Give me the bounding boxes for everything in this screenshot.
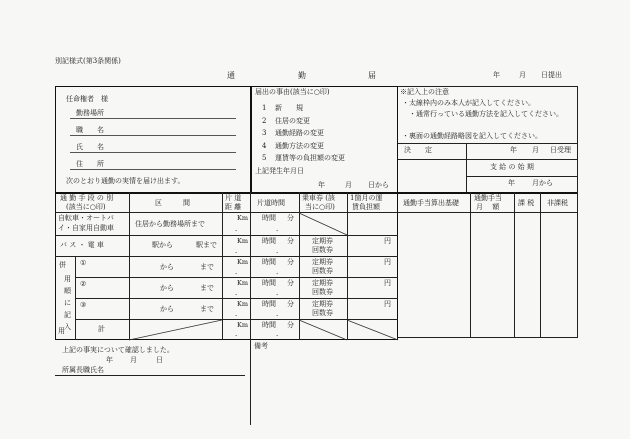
- decimal-dot: .: [276, 310, 279, 318]
- unit-hour: 時間: [262, 321, 276, 329]
- occurrence-from: 日から: [368, 181, 389, 189]
- ticket-commuter: 定期券: [312, 300, 333, 308]
- header-method-note: (該当に○印): [66, 203, 106, 211]
- combo-from: から: [160, 263, 174, 271]
- combo-label-6: 入: [64, 323, 71, 331]
- decimal-dot: .: [235, 225, 238, 233]
- header-ticket: 乗車券 (該: [302, 194, 335, 202]
- reason-item-3: 通勤経路の変更: [275, 129, 324, 137]
- header-allowance: 通勤手当: [474, 194, 502, 202]
- reason-item-5-no: 5: [262, 154, 267, 162]
- combo-label-3: 順: [64, 287, 71, 295]
- ticket-commuter: 定期券: [312, 279, 333, 287]
- ticket-commuter: 定期券: [312, 237, 333, 245]
- reason-item-3-no: 3: [262, 129, 267, 137]
- unit-km: Km: [237, 300, 249, 308]
- unit-min: 分: [287, 321, 294, 329]
- received-day: 日受理: [550, 146, 571, 154]
- header-basis: 通勤手当算出基礎: [403, 199, 459, 207]
- unit-yen: 円: [384, 300, 391, 308]
- unit-min: 分: [287, 214, 294, 222]
- decimal-dot: .: [276, 289, 279, 297]
- reason-item-5: 運賃等の負担額の変更: [275, 154, 345, 162]
- reason-item-2-no: 2: [262, 117, 267, 125]
- confirm-text: 上記の事実について確認しました。: [62, 346, 174, 354]
- unit-min: 分: [287, 237, 294, 245]
- reason-item-1: 新 規: [275, 104, 303, 112]
- reason-title: 届出の事由(該当に○印): [255, 88, 330, 96]
- confirm-month: 月: [130, 356, 137, 364]
- unit-yen: 円: [384, 279, 391, 287]
- combo-to: まで: [200, 284, 214, 292]
- unit-min: 分: [287, 300, 294, 308]
- decimal-dot: .: [235, 330, 238, 338]
- unit-km: Km: [237, 214, 249, 222]
- field-address: 住 所: [76, 160, 104, 168]
- decimal-dot: .: [235, 289, 238, 297]
- start-year: 年: [508, 179, 515, 187]
- unit-min: 分: [287, 279, 294, 287]
- header-method: 通 勤 手 段 の 別: [60, 194, 114, 202]
- occurrence-month: 月: [345, 181, 352, 189]
- title-char-2: 勤: [298, 71, 306, 80]
- combo-from: から: [160, 284, 174, 292]
- unit-km: Km: [237, 279, 249, 287]
- unit-hour: 時間: [262, 237, 276, 245]
- notes-line-3: ・裏面の通勤経路略図を記入してください。: [402, 132, 542, 140]
- official-name-label: 所属長職氏名: [62, 366, 104, 374]
- total-label: 計: [98, 325, 105, 333]
- received-month: 月: [532, 146, 539, 154]
- bus-to: 駅まで: [196, 241, 217, 249]
- combo-to: まで: [200, 263, 214, 271]
- submit-month: 月: [519, 71, 526, 79]
- reason-item-1-no: 1: [262, 104, 267, 112]
- unit-hour: 時間: [262, 258, 276, 266]
- header-monthly-2: 賃負担額: [352, 203, 380, 211]
- remarks-label: 備考: [254, 342, 268, 350]
- decimal-dot: .: [276, 268, 279, 276]
- unit-min: 分: [287, 258, 294, 266]
- ticket-coupon: 回数券: [312, 288, 333, 296]
- ticket-coupon: 回数券: [312, 309, 333, 317]
- unit-hour: 時間: [262, 214, 276, 222]
- declaration-text: 次のとおり通勤の実情を届け出ます。: [66, 177, 185, 185]
- decimal-dot: .: [276, 225, 279, 233]
- field-workplace: 勤務場所: [76, 109, 104, 117]
- unit-yen: 円: [384, 258, 391, 266]
- field-name: 氏 名: [76, 143, 104, 151]
- header-time: 片道時間: [257, 199, 285, 207]
- unit-yen: 円: [384, 237, 391, 245]
- reason-item-2: 住居の変更: [275, 117, 310, 125]
- combo-item-2: ②: [80, 280, 87, 288]
- submit-year: 年: [493, 71, 500, 79]
- header-allowance-2: 月 額: [476, 203, 500, 211]
- header-monthly: 1箇月の運: [350, 194, 383, 202]
- combo-to: まで: [200, 305, 214, 313]
- form-reference: 別記様式(第3条関係): [55, 57, 121, 65]
- notes-line-1: ・太線枠内のみ本人が記入してください。: [402, 99, 535, 107]
- title-char-3: 届: [368, 71, 376, 80]
- appointer-label: 任命権者 様: [66, 95, 108, 103]
- decimal-dot: .: [235, 310, 238, 318]
- decimal-dot: .: [276, 330, 279, 338]
- field-position: 職 名: [76, 126, 104, 134]
- title-char-1: 通: [227, 71, 235, 80]
- unit-hour: 時間: [262, 279, 276, 287]
- section-bike: 住居から勤務場所まで: [135, 220, 205, 228]
- confirm-year: 年: [106, 356, 113, 364]
- header-nontaxable: 非課税: [547, 199, 568, 207]
- notes-title: ※記入上の注意: [400, 88, 449, 96]
- decimal-dot: .: [235, 268, 238, 276]
- header-taxable: 課 税: [518, 199, 535, 207]
- unit-km: Km: [237, 258, 249, 266]
- method-bus: バ ス ・ 電 車: [60, 241, 104, 249]
- decision-label: 決 定: [404, 146, 432, 154]
- header-section: 区 間: [155, 199, 190, 207]
- received-year: 年: [510, 146, 517, 154]
- combo-label-1: 併: [59, 261, 66, 269]
- unit-km: Km: [237, 237, 249, 245]
- combo-label-2: 用: [64, 275, 71, 283]
- header-ticket-2: 当に○印): [305, 203, 335, 211]
- ticket-commuter: 定期券: [312, 258, 333, 266]
- combo-item-3: ③: [80, 301, 87, 309]
- start-month: 月から: [532, 179, 553, 187]
- header-distance: 片 道: [225, 194, 242, 202]
- combo-item-1: ①: [80, 259, 87, 267]
- occurrence-year: 年: [318, 181, 325, 189]
- combo-label-4: に: [64, 299, 71, 307]
- method-bike: 自転車・オートバ: [58, 214, 114, 222]
- ticket-coupon: 回数券: [312, 267, 333, 275]
- method-bike-2: イ・自家用自動車: [58, 224, 114, 232]
- reason-item-4: 通勤方法の変更: [275, 142, 324, 150]
- decimal-dot: .: [276, 247, 279, 255]
- unit-km: Km: [237, 321, 249, 329]
- start-label: 支 給 の 始 期: [490, 163, 534, 171]
- unit-hour: 時間: [262, 300, 276, 308]
- ticket-coupon: 回数券: [312, 246, 333, 254]
- occurrence-label: 上記発生年月日: [255, 167, 304, 175]
- combo-from: から: [160, 305, 174, 313]
- combo-label-5: 記: [64, 311, 71, 319]
- combo-label-tail: 用: [58, 327, 65, 335]
- notes-line-2: ・通常行っている通勤方法を記入してください。: [409, 110, 563, 118]
- decimal-dot: .: [235, 247, 238, 255]
- reason-item-4-no: 4: [262, 142, 267, 150]
- bus-from: 駅から: [152, 241, 173, 249]
- header-distance-2: 距 離: [225, 203, 242, 211]
- submit-day: 日提出: [541, 71, 562, 79]
- confirm-day: 日: [156, 356, 163, 364]
